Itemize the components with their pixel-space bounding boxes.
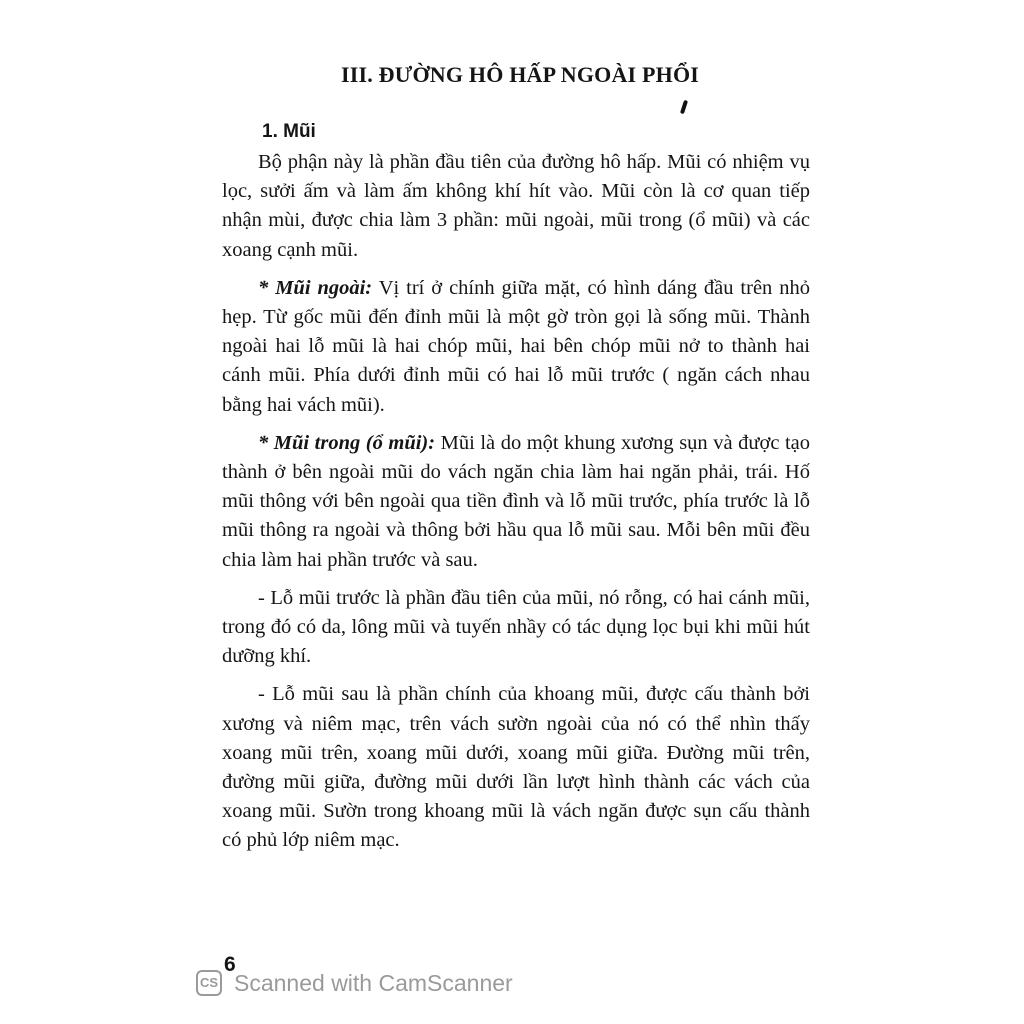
paragraph-text: Bộ phận này là phần đầu tiên của đường hô hấp. Mũi có nhiệm vụ lọc, sưởi ấm và làm ấm không khí hít vào. Mũi còn là cơ quan tiếp nhận mùi, được chia làm 3 phần: mũi ngoài, mũi trong (ổ mũi) và các xoang cạnh mũi.: [222, 151, 810, 261]
body-text: [222, 148, 810, 862]
paragraph-lead: * Mũi trong (ổ mũi):: [258, 431, 436, 454]
paragraph-posterior-nostril: [222, 680, 810, 855]
camscanner-logo-icon: CS: [196, 970, 222, 996]
paragraph-text: - Lỗ mũi trước là phần đầu tiên của mũi, nó rỗng, có hai cánh mũi, trong đó có da, lông mũi và tuyến nhầy có tác dụng lọc bụi khi mũi hút dưỡng khí.: [222, 586, 810, 668]
chapter-title: III. ĐƯỜNG HÔ HẤP NGOÀI PHỔI: [340, 62, 700, 87]
paragraph-text: Vị trí ở chính giữa mặt, có hình dáng đầu trên nhỏ hẹp. Từ gốc mũi đến đỉnh mũi là một gờ tròn gọi là sống mũi. Thành ngoài hai lỗ mũi là hai chóp mũi, hai bên chóp mũi nở to thành hai cánh mũi. Phía dưới đỉnh mũi có hai lỗ mũi trước ( ngăn cách nhau bằng hai vách mũi).: [222, 276, 810, 416]
scanner-watermark: Scanned with CamScanner: [234, 970, 513, 996]
page-number: 6: [224, 953, 236, 976]
section-heading: 1. Mũi: [262, 121, 316, 142]
paragraph-intro: [222, 148, 810, 265]
paragraph-internal-nose: [222, 429, 810, 575]
paragraph-external-nose: [222, 274, 810, 420]
paragraph-anterior-nostril: [222, 584, 810, 672]
paragraph-lead: * Mũi ngoài:: [258, 276, 373, 299]
ink-speck: [680, 100, 688, 115]
paragraph-text: - Lỗ mũi sau là phần chính của khoang mũi, được cấu thành bởi xương và niêm mạc, trên vách sườn ngoài của nó có thể nhìn thấy xoang mũi trên, xoang mũi dưới, xoang mũi giữa. Đường mũi trên, đường mũi giữa, đường mũi dưới lần lượt hình thành các vách của xoang mũi. Sườn trong khoang mũi là vách ngăn được sụn cấu thành có phủ lớp niêm mạc.: [222, 683, 810, 852]
paragraph-text: Mũi là do một khung xương sụn và được tạo thành ở bên ngoài mũi do vách ngăn chia làm hai ngăn phải, trái. Hố mũi thông với bên ngoài qua tiền đình và lỗ mũi trước, phía trước là lỗ mũi thông ra ngoài và thông bởi hầu qua lỗ mũi sau. Mỗi bên mũi đều chia làm hai phần trước và sau.: [222, 431, 810, 571]
